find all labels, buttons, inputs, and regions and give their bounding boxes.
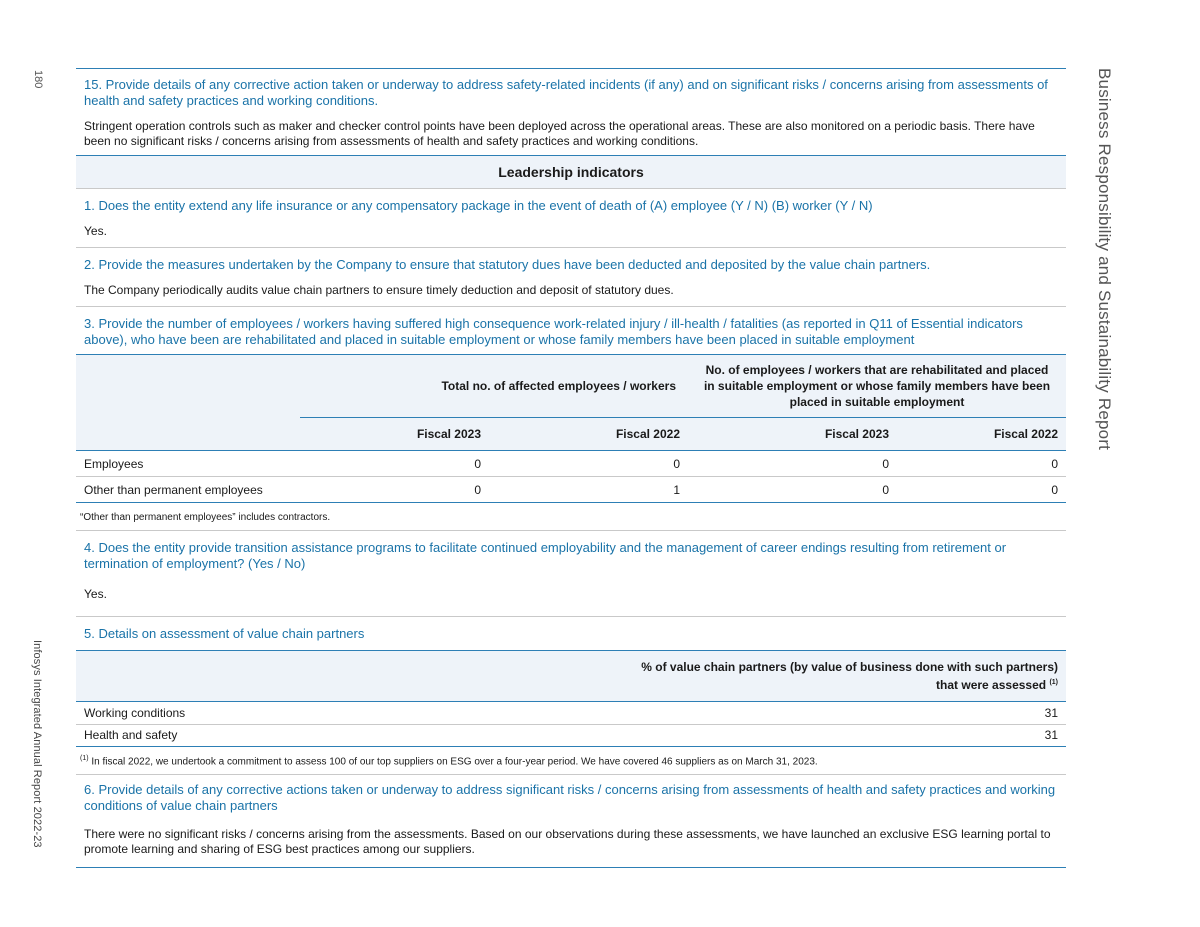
cell: 0 — [1051, 482, 1058, 497]
table-row — [76, 724, 1066, 746]
value-chain-header — [76, 651, 1066, 702]
divider — [76, 867, 1066, 868]
l6-question: 6. Provide details of any corrective actions taken or underway to address significant risks / concerns arising from assessments of health and safety practices and working conditions of value chain partners — [84, 781, 1056, 813]
cell: 0 — [882, 482, 889, 497]
q15-question: 15. Provide details of any corrective action taken or underway to address safety-related incidents (if any) and on significant risks / concerns arising from assessments of health and safety practices and working conditions. — [84, 77, 1048, 108]
group-header-affected: Total no. of affected employees / workers — [300, 355, 688, 418]
value-chain-table — [76, 650, 1066, 702]
l4-answer: Yes. — [84, 587, 107, 601]
cell: 31 — [1044, 705, 1058, 720]
table-row — [76, 451, 1066, 477]
cell: 1 — [673, 482, 680, 497]
cell: 0 — [673, 456, 680, 471]
table-row — [76, 702, 1066, 724]
main-content — [76, 68, 1066, 868]
l1-answer: Yes. — [84, 224, 107, 238]
row-label: Employees — [84, 456, 144, 471]
row-label: Other than permanent employees — [84, 482, 263, 497]
col-fiscal-2022-b: Fiscal 2022 — [993, 427, 1058, 441]
footnote — [76, 747, 1066, 774]
l2-question: 2. Provide the measures undertaken by the Company to ensure that statutory dues have been deducted and deposited by the value chain partners. — [84, 257, 931, 272]
report-title-side: Infosys Integrated Annual Report 2022-23 — [31, 640, 43, 848]
l5-question: 5. Details on assessment of value chain partners — [84, 626, 365, 641]
col-fiscal-2022-a: Fiscal 2022 — [615, 427, 680, 441]
footnote-ref: (1) — [1049, 679, 1058, 686]
footnote-marker: (1) — [80, 754, 89, 762]
value-chain-rows — [76, 702, 1066, 747]
col-fiscal-2023-b: Fiscal 2023 — [824, 427, 889, 441]
table-corner — [76, 355, 300, 451]
cell: 0 — [474, 456, 481, 471]
table-note: “Other than permanent employees” includes contractors. — [80, 512, 331, 523]
leadership-indicators-header: Leadership indicators — [76, 155, 1066, 189]
cell: 0 — [1051, 456, 1058, 471]
footnote-text: In fiscal 2022, we undertook a commitment to assess 100 of our top suppliers on ESG over a four-year period. We have covered 46 suppliers as on March 31, 2023. — [91, 755, 818, 767]
col-fiscal-2023-a: Fiscal 2023 — [416, 427, 481, 441]
l6-answer: There were no significant risks / concerns arising from the assessments. Based on our observations during these assessments, we have launched an exclusive ESG learning portal to promote learning and sharing of ESG best practices among our suppliers. — [84, 826, 1051, 856]
header-line-1: % of value chain partners (by value of business done with such partners) — [641, 660, 1058, 674]
l3-question: 3. Provide the number of employees / workers having suffered high consequence work-related injury / ill-health / fatalities (as reported in Q11 of Essential indicators above), who have been are rehabilitated and placed in suitable employment or whose family members have been placed in suitable employment — [84, 316, 1023, 347]
cell: 31 — [1044, 728, 1058, 742]
rehabilitation-table — [76, 354, 1066, 503]
l2-answer: The Company periodically audits value chain partners to ensure timely deduction and deposit of statutory dues. — [84, 283, 674, 297]
q15-answer: Stringent operation controls such as maker and checker control points have been deployed across the operational areas. These are also monitored on a periodic basis. There have been no significant risks / concerns arising from assessments of health and safety practices and working conditions. — [84, 119, 1035, 148]
row-label: Working conditions — [84, 705, 186, 720]
l1-question: 1. Does the entity extend any life insurance or any compensatory package in the event of death of (A) employee (Y / N) (B) worker (Y / N) — [84, 198, 873, 213]
table-row — [76, 477, 1066, 503]
cell: 0 — [474, 482, 481, 497]
cell: 0 — [882, 456, 889, 471]
l4-question: 4. Does the entity provide transition assistance programs to facilitate continued employability and the management of career endings resulting from retirement or termination of employment? (Yes / No) — [84, 540, 1007, 571]
group-header-rehabilitated: No. of employees / workers that are rehabilitated and placed in suitable employment or whose family members have been placed in suitable employment — [688, 355, 1066, 418]
header-line-2 — [84, 675, 1058, 693]
page-number: 180 — [32, 70, 44, 89]
row-label: Health and safety — [84, 728, 178, 742]
header-line-2-text: that were assessed — [936, 678, 1047, 692]
section-title-side: Business Responsibility and Sustainability Report — [1095, 68, 1114, 451]
